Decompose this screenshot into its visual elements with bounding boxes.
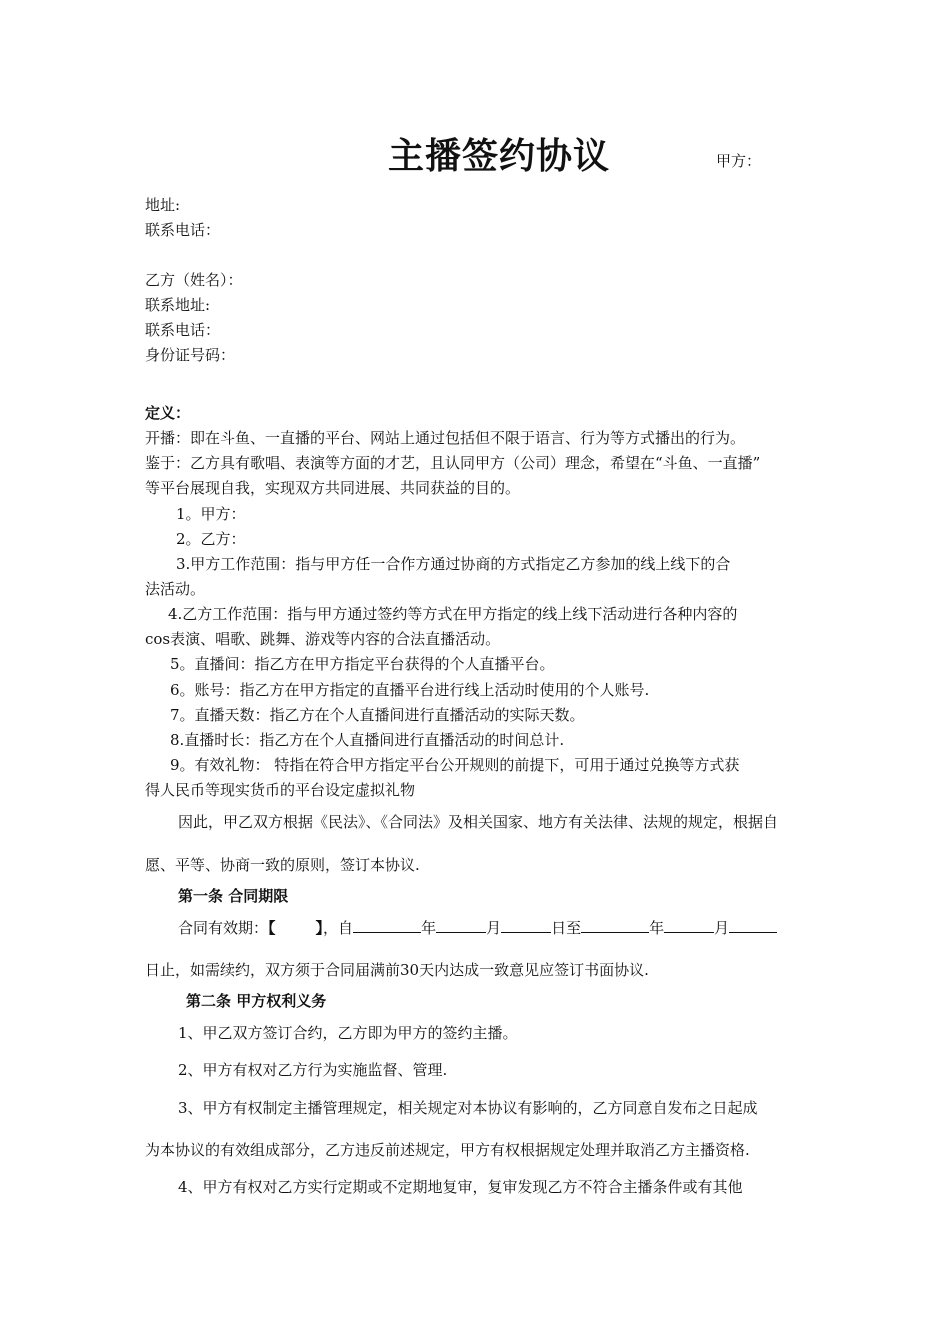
article2-item: 4、甲方有权对乙方实行定期或不定期地复审，复审发现乙方不符合主播条件或有其他 (178, 1178, 743, 1196)
definition-line: 得人民币等现实货币的平台设定虚拟礼物 (145, 781, 416, 799)
article2-heading: 第二条 甲方权利义务 (186, 992, 327, 1010)
article2-item: 2、甲方有权对乙方行为实施监督、管理. (178, 1061, 448, 1079)
end-day-blank (729, 917, 777, 933)
article2-item: 1、甲乙双方签订合约，乙方即为甲方的签约主播。 (178, 1024, 518, 1042)
party-b-phone: 联系电话： (145, 321, 221, 339)
month-label: 月 (486, 919, 502, 937)
preamble-line: 愿、平等、协商一致的原则，签订本协议. (145, 856, 420, 874)
year-label: 年 (649, 919, 665, 937)
definitions-heading: 定义： (145, 404, 191, 422)
end-month-blank (664, 917, 714, 933)
day-to-label: 日至 (551, 919, 582, 937)
definition-item: 8.直播时长：指乙方在个人直播间进行直播活动的时间总计. (170, 731, 565, 749)
bracket-open: 【 (268, 919, 276, 937)
contract-term-line2: 日止，如需续约，双方须于合同届满前30天内达成一致意见应签订书面协议. (145, 961, 649, 979)
definition-item: 7。直播天数：指乙方在个人直播间进行直播活动的实际天数。 (170, 706, 585, 724)
start-year-blank (353, 917, 421, 933)
party-b-label: 乙方（姓名）： (145, 271, 243, 289)
definition-line: cos表演、唱歌、跳舞、游戏等内容的合法直播活动。 (145, 630, 501, 648)
definition-line: 鉴于：乙方具有歌唱、表演等方面的才艺，且认同甲方（公司）理念，希望在“斗鱼、一直播” (145, 454, 761, 472)
article2-item: 为本协议的有效组成部分，乙方违反前述规定，甲方有权根据规定处理并取消乙方主播资格. (145, 1141, 750, 1159)
definition-item: 2。乙方： (176, 530, 246, 548)
definition-item: 3.甲方工作范围：指与甲方任一合作方通过协商的方式指定乙方参加的线上线下的合 (176, 555, 731, 573)
party-a-address: 地址: (145, 196, 181, 214)
start-month-blank (436, 917, 486, 933)
preamble-line: 因此，甲乙双方根据《民法》、《合同法》及相关国家、地方有关法律、法规的规定，根据自 (178, 813, 779, 831)
definition-item: 5。直播间：指乙方在甲方指定平台获得的个人直播平台。 (170, 655, 555, 673)
definition-item: 6。账号：指乙方在甲方指定的直播平台进行线上活动时使用的个人账号. (170, 681, 650, 699)
definition-line: 等平台展现自我，实现双方共同进展、共同获益的目的。 (145, 479, 521, 497)
definition-item: 4.乙方工作范围：指与甲方通过签约等方式在甲方指定的线上线下活动进行各种内容的 (168, 605, 738, 623)
month-label: 月 (714, 919, 730, 937)
party-a-label: 甲方： (716, 152, 762, 170)
from-label: ，自 (323, 919, 354, 937)
end-year-blank (581, 917, 649, 933)
definition-line: 开播：即在斗鱼、一直播的平台、网站上通过包括但不限于语言、行为等方式播出的行为。 (145, 429, 746, 447)
bracket-close: 】 (315, 919, 324, 937)
contract-term-label: 合同有效期： (178, 919, 269, 937)
document-title: 主播签约协议 (388, 136, 611, 177)
contract-term-line (178, 917, 777, 938)
definition-item: 1。甲方： (176, 505, 246, 523)
party-b-address: 联系地址: (145, 296, 211, 314)
article2-item: 3、甲方有权制定主播管理规定，相关规定对本协议有影响的，乙方同意自发布之日起成 (178, 1099, 758, 1117)
party-b-id-number: 身份证号码： (145, 346, 236, 364)
party-a-phone: 联系电话： (145, 221, 221, 239)
definition-line: 法活动。 (145, 580, 206, 598)
definition-item: 9。有效礼物： 特指在符合甲方指定平台公开规则的前提下，可用于通过兑换等方式获 (170, 756, 740, 774)
article1-heading: 第一条 合同期限 (178, 887, 289, 905)
start-day-blank (501, 917, 551, 933)
year-label: 年 (421, 919, 437, 937)
